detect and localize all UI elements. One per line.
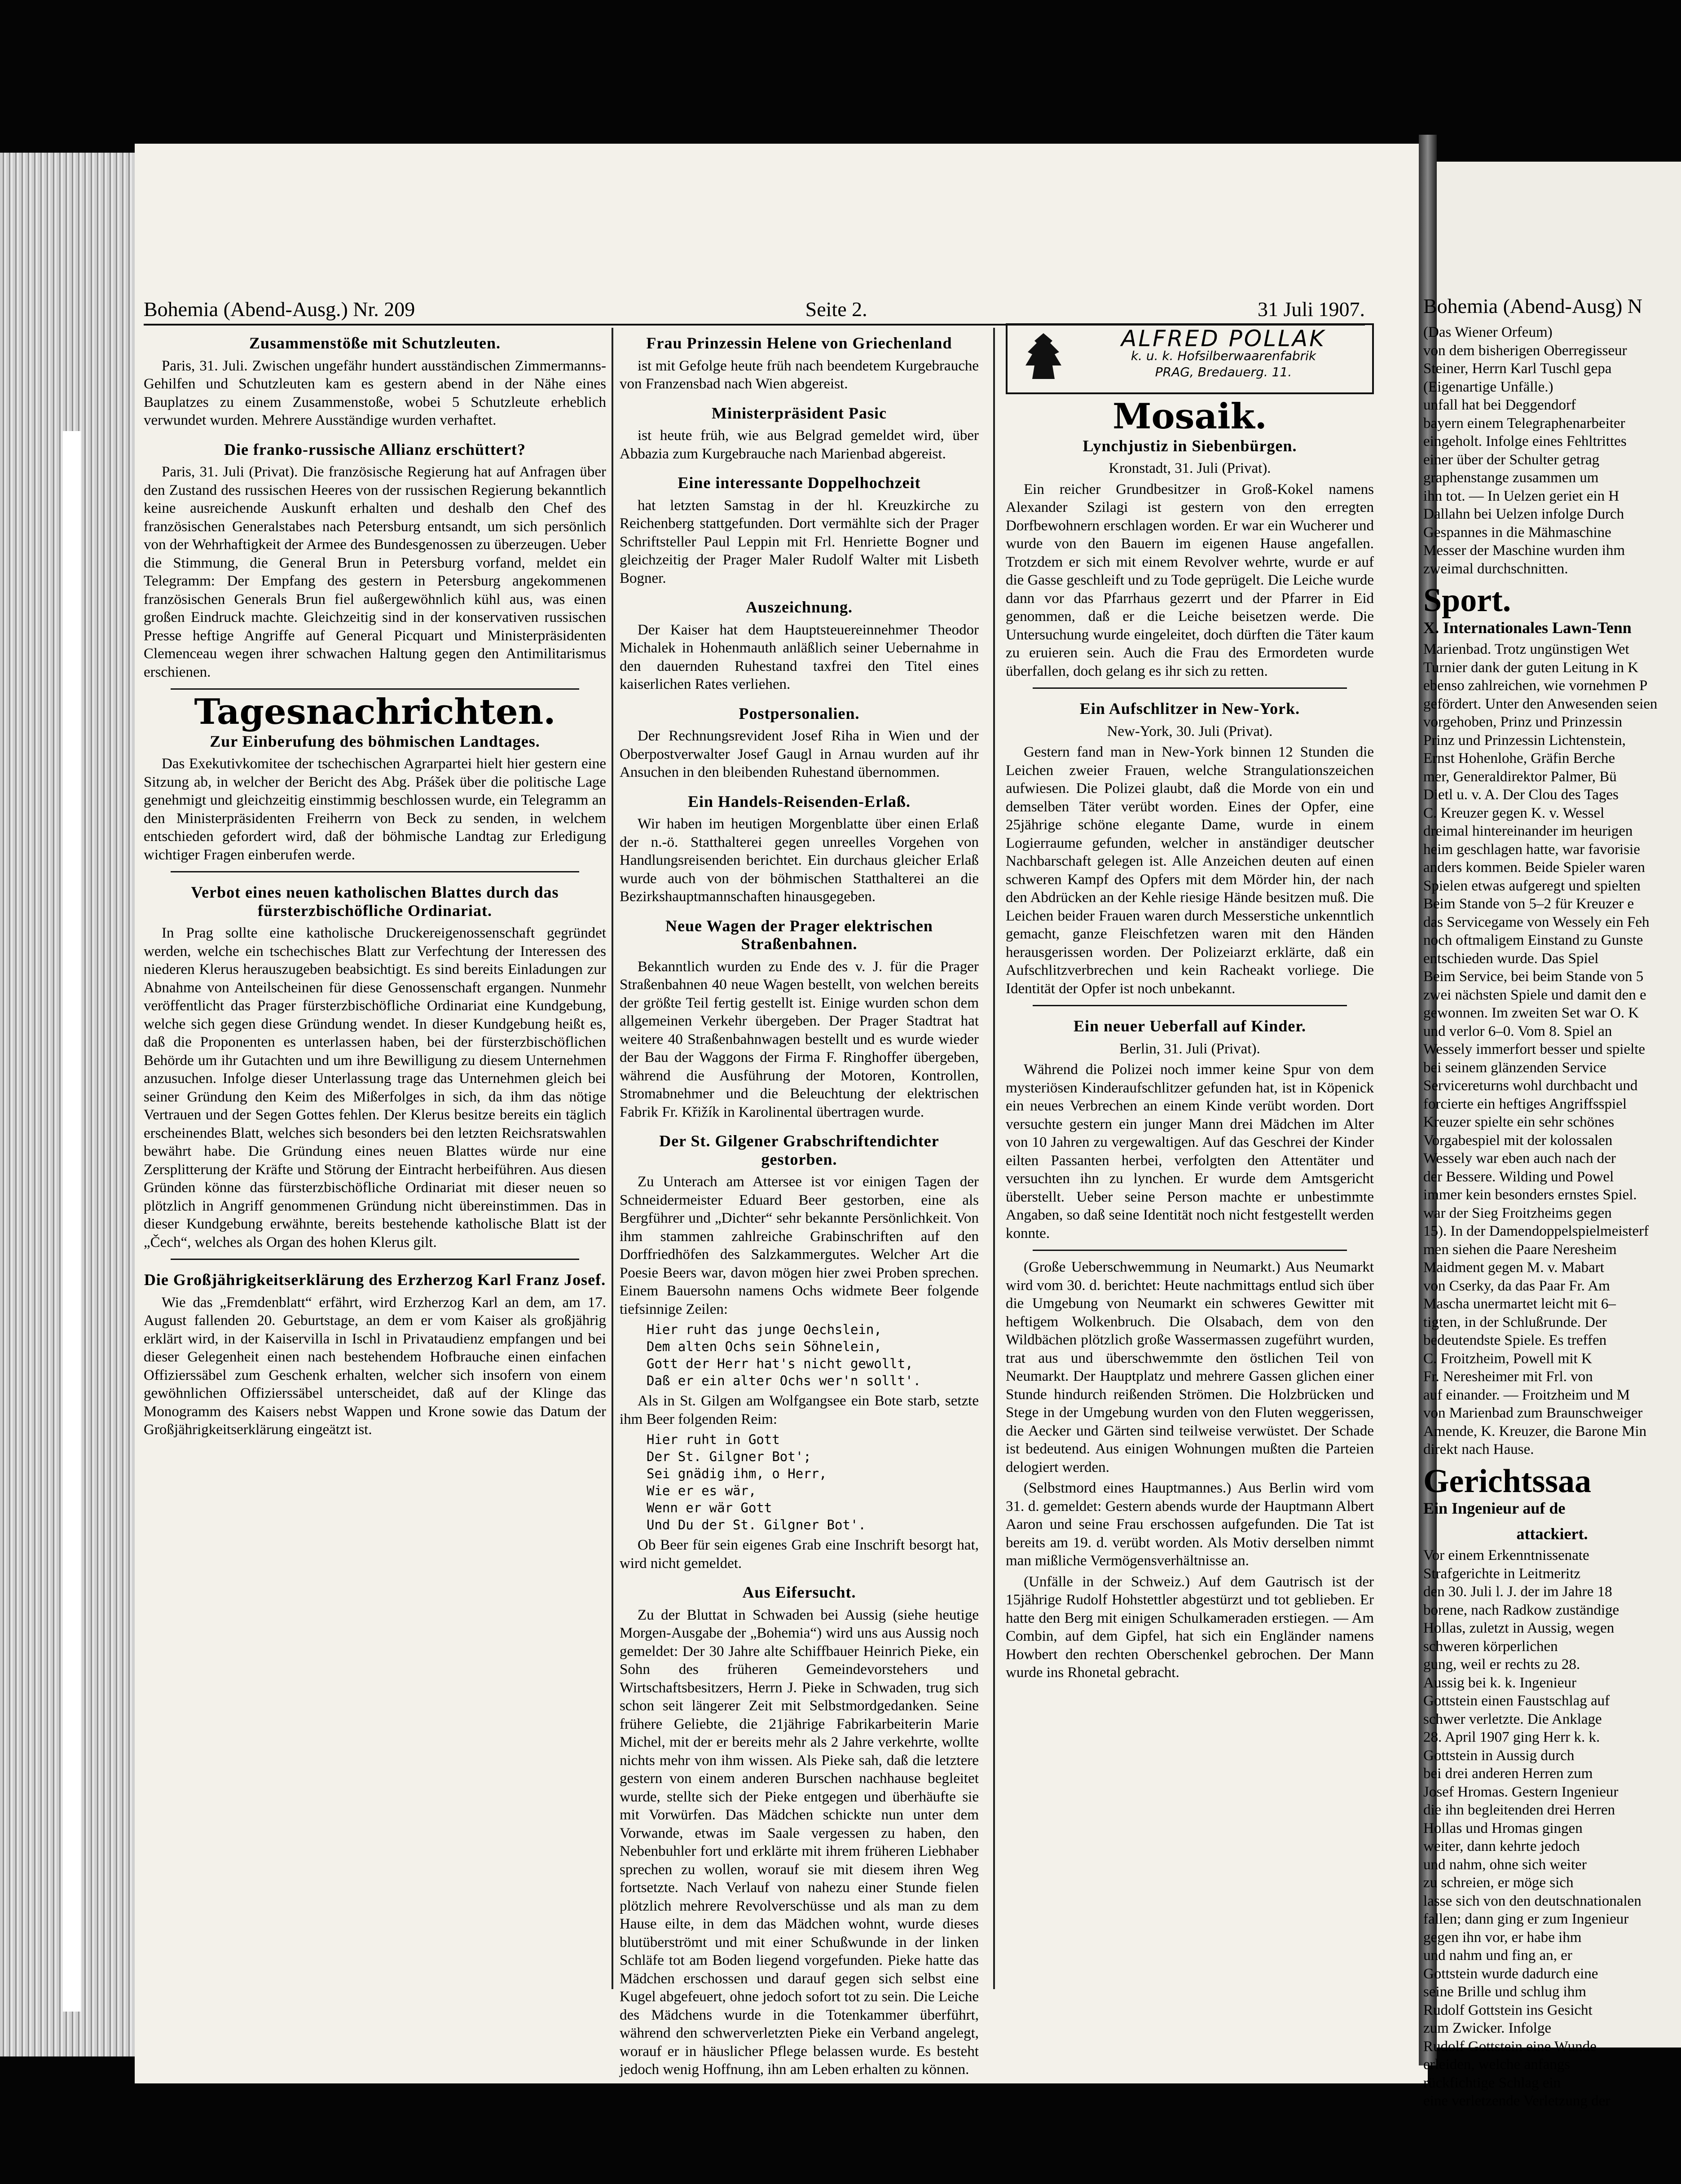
- article-paragraph: hat letzten Samstag in der hl. Kreuzkirche zu Reichenberg stattgefunden. Dort vermählte sich der Prager Schriftsteller Paul Leppin mit Frl. Henriette Bogner und gleichzeitig der Prager Maler Rudolf Walter mit Lisbeth Bogner.: [620, 497, 979, 586]
- text-line: Servicereturns wohl durchbacht und: [1423, 1078, 1638, 1094]
- text-line: Hollas, zuletzt in Aussig, wegen: [1423, 1620, 1615, 1636]
- divider: [1033, 1005, 1347, 1006]
- text-line: Josef Hromas. Gestern Ingenieur: [1423, 1783, 1619, 1800]
- text-line: Beim Service, bei beim Stande von 5: [1423, 969, 1644, 985]
- poem: Hier ruht das junge Oechslein, Dem alten Ochs sein Söhnelein, Gott der Herr hat's nicht gewollt, Daß er ein alter Ochs wer'n sollt'.: [647, 1322, 921, 1388]
- article-paragraph: ist heute früh, wie aus Belgrad gemeldet wird, über Abbazia zum Kurgebrauche nach Marienbad abgereist.: [620, 427, 979, 462]
- header-page-number: Seite 2.: [805, 298, 867, 321]
- text-line: zum Zwicker. Infolge: [1423, 2020, 1551, 2036]
- column-1: [144, 323, 606, 1442]
- divider: [171, 688, 579, 690]
- article-paragraph: Der Rechnungsrevident Josef Riha in Wien und der Oberpostverwalter Josef Gaugl in Arnau wurden auf ihr Ansuchen in den bleibenden Ruhestand übernommen.: [620, 728, 979, 780]
- blank-strip: [63, 431, 81, 2012]
- section-title: Sport.: [1423, 582, 1511, 619]
- article-headline: Ein Ingenieur auf de: [1423, 1499, 1566, 1517]
- text-line: Vorgabespiel mit der kolossalen: [1423, 1132, 1613, 1149]
- text-line: den 30. Juli l. J. der im Jahre 18: [1423, 1584, 1612, 1600]
- article-paragraph: Zu Unterach am Attersee ist vor einigen Tagen der Schneidermeister Eduard Beer gestorben, eine als Bergführer und „Dichter“ sehr bekannte Persönlichkeit. Von ihm stammen zahlreiche Grabinschriften auf den Dorffriedhöfen des Salzkammergutes. Welcher Art die Poesie Beers war, davon mögen hier zwei Proben sprechen. Einem Bauersohn namens Ochs widmete Beer folgende tiefsinnige Zeilen:: [620, 1174, 979, 1317]
- text-line: eine verletzende Verletzung der: [1423, 2093, 1611, 2109]
- facing-text-block: [1423, 640, 1681, 1459]
- article-paragraph: Der Kaiser hat dem Hauptsteuereinnehmer Theodor Michalek in Hohenmauth anläßlich seiner Uebernahme in den dauernden Ruhestand taxfrei den Titel eines kaiserlichen Rates verliehen.: [620, 621, 979, 692]
- text-line: Prinz und Prinzessin Lichtenstein,: [1423, 732, 1626, 749]
- text-line: Strafgerichte in Leitmeritz: [1423, 1565, 1581, 1582]
- text-line: bayern einem Telegraphenarbeiter: [1423, 415, 1625, 432]
- text-line: auf einander. — Froitzheim und M: [1423, 1387, 1630, 1403]
- article-paragraph: (Große Ueberschwemmung in Neumarkt.) Aus Neumarkt wird vom 30. d. berichtet: Heute nachmittags entlud sich über die Umgebung von Neumarkt ein schweres Gewitter mit heftigem Wolkenbruch. Die Olsabach, dem von den Wildbächen plötzlich große Wassermassen zugeführt wurden, trat aus und überschwemmte den östlichen Teil von Neumarkt. Der Hauptplatz und mehrere Gassen glichen einer Stunde hindurch reißenden Strömen. Die Holzbrücken und Stege in der Umgebung wurden von den Fluten weggerissen, die Aecker und Gärten sind teilweise verwüstet. Der Schade ist bedeutend. Aus einigen Wohnungen mußten die Parteien delogiert werden.: [1006, 1259, 1374, 1475]
- article-paragraph: Ein reicher Grundbesitzer in Groß-Kokel namens Alexander Szilagi ist gestern von den erregten Dorfbewohnern erschlagen worden. Er war ein Wucherer und wurde von den Bauern im eigenen Hause angefallen. Trotzdem er sich mit einem Revolver wehrte, wurde er auf die Gasse geschleift und zu Tode geprügelt. Die Leiche wurde dann vor das Pfarrhaus gezerrt und der Pfarrer in Eid genommen, daß er die Leiche beisetzen werde. Die Untersuchung wurde eingeleitet, doch dürften die Täter kaum zu eruieren sein. Auch die Frau des Ermordeten wurde überfallen, doch gelang es ihr sich zu retten.: [1006, 481, 1374, 679]
- article-headline: attackiert.: [1516, 1524, 1588, 1543]
- text-line: Turnier dank der guten Leitung in K: [1423, 659, 1639, 676]
- text-line: Dallahn bei Uelzen infolge Durch: [1423, 506, 1624, 522]
- poem: Hier ruht in Gott Der St. Gilgner Bot'; Sei gnädig ihm, o Herr, Wie er es wär, Wenn er wär Gott Und Du der St. Gilgner Bot'.: [647, 1432, 866, 1532]
- dateline: Kronstadt, 31. Juli (Privat).: [1109, 460, 1271, 476]
- text-line: gefördert. Unter den Anwesenden seien: [1423, 696, 1658, 712]
- text-line: Steiner, Herrn Karl Tuschl gepa: [1423, 361, 1612, 377]
- divider: [1033, 687, 1347, 689]
- text-line: bedeutendste Spiele. Es treffen: [1423, 1332, 1607, 1348]
- header-masthead: Bohemia (Abend-Ausg.) Nr. 209: [144, 298, 415, 321]
- text-line: weiter, dann kehrte jedoch: [1423, 1838, 1580, 1854]
- text-line: von dem bisherigen Oberregisseur: [1423, 342, 1627, 359]
- article-paragraph: Gestern fand man in New-York binnen 12 Stunden die Leichen zweier Frauen, welche Strangulationszeichen aufwiesen. Die Polizei glaubt, daß die Morde von ein und demselben Täter verübt worden. Eines der Opfer, eine 25jährige schöne elegante Dame, wurde in einem Logierraume gefunden, welcher in anständiger deutscher Nachbarschaft gelegen ist. Alle Anzeichen deuten auf einen schweren Kampf des Opfers mit dem Mörder hin, der nach den Abdrücken an der Kehle riesige Hände besitzen muß. Die Leichen beider Frauen waren durch Messerstiche unkenntlich gemacht, ganze Fleischfetzen waren mit den Händen herausgerissen worden. Der Polizeiarzt erklärte, daß ein Aufschlitzverbrechen und kein Racheakt vorliege. Die Identität der Opfer ist noch unbekannt.: [1006, 744, 1374, 997]
- crest-icon: [1017, 330, 1070, 388]
- text-line: Dietl u. v. A. Der Clou des Tages: [1423, 787, 1619, 803]
- text-line: Wessely war eben auch nach der: [1423, 1150, 1616, 1167]
- article-paragraph: (Unfälle in der Schweiz.) Auf dem Gautrisch ist der 15jährige Rudolf Hohstettler abgestürzt und tot geblieben. Er hatte den Berg mit einigen Schulkameraden erstiegen. — Am Combin, auf dem Gipfel, hat sich ein Engländer namens Howbert den rechten Oberschenkel gebrochen. Der Mann wurde ins Rhonetal gebracht.: [1006, 1573, 1374, 1681]
- text-line: Messer der Maschine wurden ihm: [1423, 542, 1625, 559]
- article-paragraph: Wir haben im heutigen Morgenblatte über einen Erlaß der n.-ö. Statthalterei gegen unreelles Vorgehen von Handlungsreisenden berichtet. Ein durchaus gleicher Erlaß wurde auch von der böhmischen Statthalterei an die Bezirkshauptmannschaften hinausgegeben.: [620, 816, 979, 905]
- article-headline: X. Internationales Lawn-Tenn: [1423, 618, 1632, 637]
- text-line: Beim Stande von 5–2 für Kreuzer e: [1423, 896, 1634, 912]
- text-line: und nahm, ohne sich weiter: [1423, 1856, 1587, 1873]
- section-title: Tagesnachrichten.: [194, 691, 556, 732]
- divider: [171, 1259, 579, 1260]
- text-line: forcierte ein heftiges Angriffsspiel: [1423, 1096, 1627, 1112]
- text-line: zweimal durchschnitten.: [1423, 560, 1568, 577]
- article-headline: Zur Einberufung des böhmischen Landtages.: [210, 732, 540, 750]
- text-line: entschieden wurde. Das Spiel: [1423, 950, 1599, 967]
- text-line: anders kommen. Beide Spieler waren: [1423, 859, 1645, 876]
- text-line: seine Brille und schlug ihm: [1423, 1984, 1586, 2000]
- article-headline: Aus Eifersucht.: [742, 1583, 856, 1601]
- article-headline: Lynchjustiz in Siebenbürgen.: [1083, 436, 1297, 455]
- text-line: immer kein besonders ernstes Spiel.: [1423, 1187, 1637, 1203]
- text-line: Ernst Hohenlohe, Gräfin Berche: [1423, 750, 1615, 766]
- text-line: und nahm und fing an, er: [1423, 1947, 1572, 1964]
- text-line: direkt nach Hause.: [1423, 1441, 1534, 1457]
- article-headline: Verbot eines neuen katholischen Blattes durch das fürsterzbischöfliche Ordinariat.: [191, 883, 559, 920]
- text-line: gegen ihn vor, er habe ihm: [1423, 1929, 1582, 1946]
- article-paragraph: In Prag sollte eine katholische Druckereigenossenschaft gegründet werden, welche ein tschechisches Blatt zur Verfechtung der Interessen des niederen Klerus herauszugeben beabsichtigt. Es sind bereits Einladungen zur Abnahme von Anteilscheinen für diese Genossenschaft ergangen. Nunmehr veröffentlicht das Prager fürsterzbischöfliche Ordinariat eine Kundgebung, welche sich gegen diese Gründung wendet. In dieser Kundgebung heißt es, daß die Proponenten es unterlassen haben, bei der fürsterzbischöflichen Behörde um ihr Gutachten und um ihre Bewilligung zu diesem Unternehmen anzusuchen. Infolge dieser Unterlassung trage das Unternehmen gleich bei seiner Gründung den Keim des Mißerfolges in sich, da ihm das nötige Vertrauen und der Segen Gottes fehlen. Der Klerus besitze bereits ein täglich erscheinendes Blatt, welches sich besonders bei den letzten Reichsratswahlen bewährt habe. Die Gründung eines neuen Blattes würde nur eine Zersplitterung der Kräfte und Störung der Eintracht herbeiführen. Aus diesen Gründen könne das fürsterzbischöfliche Ordinariat mit dieser neuen so plötzlich in Angriff genommenen Gründung nicht übereinstimmen. Das in dieser Kundgebung erwähnte, bereits bestehende katholische Blatt ist der „Čech“, welches als Organ des hohen Klerus gilt.: [144, 925, 606, 1251]
- text-line: Gespannes in die Mähmaschine: [1423, 524, 1611, 541]
- text-line: graphenstange zusammen um: [1423, 470, 1599, 486]
- text-line: C. Kreuzer gegen K. v. Wessel: [1423, 805, 1605, 821]
- text-line: tigten, in der Schlußrunde. Der: [1423, 1314, 1607, 1330]
- article-headline: Ein Aufschlitzer in New-York.: [1079, 700, 1300, 718]
- article-paragraph: Paris, 31. Juli. Zwischen ungefähr hundert ausständischen Zimmermanns-Gehilfen und Schutzleuten kam es gestern abend in der Nähe eines Bauplatzes zu einem Zusammenstoße, wobei 5 Schutzleute erheblich verwundet wurden. Mehrere Ausständige wurden verhaftet.: [144, 357, 606, 428]
- page-header: [144, 294, 1365, 321]
- section-title: Mosaik.: [1113, 396, 1267, 437]
- text-line: einer über der Schulter getrag: [1423, 451, 1600, 468]
- divider: [171, 871, 579, 872]
- article-headline: Postpersonalien.: [739, 704, 860, 722]
- text-line: von Cserky, da das Paar Fr. Am: [1423, 1277, 1610, 1294]
- text-line: schweren körperlichen: [1423, 1638, 1558, 1655]
- text-line: gung, weil er rechts zu 28.: [1423, 1656, 1580, 1673]
- text-line: mer, Generaldirektor Palmer, Bü: [1423, 768, 1617, 785]
- facing-page-column: [1423, 323, 1681, 2110]
- column-rule: [993, 328, 995, 1989]
- text-line: Maidment gegen M. v. Mabart: [1423, 1259, 1604, 1276]
- facing-text-block: [1423, 1546, 1681, 2110]
- text-line: unfall hat bei Deggendorf: [1423, 397, 1576, 413]
- text-line: das Servicegame von Wessely ein Feh: [1423, 914, 1650, 930]
- article-headline: Auszeichnung.: [745, 598, 853, 616]
- text-line: Gottstein wurde dadurch eine: [1423, 1965, 1598, 1982]
- text-line: Hollas und Hromas gingen: [1423, 1820, 1583, 1836]
- text-line: zu schreien, er möge sich: [1423, 1875, 1574, 1891]
- text-line: Marienbad. Trotz ungünstigen Wet: [1423, 641, 1629, 657]
- ad-address: PRAG, Bredauerg. 11.: [1155, 364, 1292, 379]
- text-line: 15). In der Damendoppelspielmeisterf: [1423, 1223, 1649, 1239]
- text-line: die ihn begleitenden drei Herren: [1423, 1802, 1615, 1818]
- dateline: New-York, 30. Juli (Privat).: [1107, 723, 1273, 740]
- article-headline: Ministerpräsident Pasic: [712, 404, 887, 422]
- text-line: dreimal hintereinander im heurigen: [1423, 823, 1633, 839]
- article-paragraph: Während die Polizei noch immer keine Spur von dem mysteriösen Kinderaufschlitzer gefunden hat, ist in Köpenick ein neues Verbrechen an einem Kinde verübt worden. Dort versuchte gestern ein junger Mann drei Mädchen im Alter von 10 Jahren zu vergewaltigen. Auf das Geschrei der Kinder eilten Passanten herbei, verfolgten den Attentäter und versuchten ihn zu lynchen. Er wurde dem Amtsgericht überstellt. Ueber seine Person machte er unbestimmte Angaben, so daß seine Identität noch nicht festgestellt werden konnte.: [1006, 1061, 1374, 1242]
- article-headline: Zusammenstöße mit Schutzleuten.: [249, 334, 501, 352]
- text-line: der Bessere. Wilding und Powel: [1423, 1168, 1614, 1185]
- text-line: men siehen die Paare Neresheim: [1423, 1241, 1617, 1258]
- article-paragraph: Das Exekutivkomitee der tschechischen Agrarpartei hielt hier gestern eine Sitzung ab, in welcher der Bericht des Abg. Prášek über die politische Lage genehmigt und gleichzeitig einstimmig beschlossen wurde, ein Telegramm an den Ministerpräsidenten Freiherrn von Beck zu senden, in welchem entschieden gefordert wird, daß der böhmische Landtag zur Erledigung wichtiger Fragen einberufen werde.: [144, 756, 606, 863]
- text-line: Fr. Neresheimer mit Frl. von: [1423, 1369, 1593, 1385]
- facing-page-header: Bohemia (Abend-Ausg) N: [1423, 295, 1643, 317]
- text-line: Gottstein einen Faustschlag auf: [1423, 1693, 1610, 1709]
- text-line: heim geschlagen hatte, war favorisie: [1423, 841, 1640, 858]
- header-date: 31 Juli 1907.: [1258, 298, 1365, 321]
- article-paragraph: Bekanntlich wurden zu Ende des v. J. für die Prager Straßenbahnen 40 neue Wagen bestellt, von welchen bereits der größte Teil fertig gestellt ist. Einige wurden schon dem allgemeinen Verkehr übergeben. Der Prager Stadtrat hat weitere 40 Straßenbahnwagen bestellt und es wurde wieder der Bau der Waggons der Firma F. Ringhoffer übergeben, während die Ausführung der Motoren, Kontrollen, Stromabnehmer und die Beleuchtung der elektrischen Fabrik Fr. Křižík in Karolinental übertragen wurde.: [620, 958, 979, 1120]
- text-line: Kreuzer spielte ein sehr schönes: [1423, 1114, 1615, 1130]
- article-paragraph: Wie das „Fremdenblatt“ erfährt, wird Erzherzog Karl an dem, am 17. August fallenden 20. Geburtstage, an dem er vom Kaiser als großjährig erklärt wird, in der Kaiservilla in Ischl in Privataudienz empfangen und bei dieser Gelegenheit einen nach bestehendem Hofbrauche einen einfachen Offizierssäbel zum Geschenk erhalten, welcher sich insofern von einem gewöhnlichen Offizierssäbel unterscheidet, daß auf der Klinge das Monogramm des Kaisers nebst Wappen und Krone sowie das Datum der Großjährigkeitserklärung eingeätzt ist.: [144, 1294, 606, 1438]
- text-line: Aussig bei k. k. Ingenieur: [1423, 1674, 1576, 1691]
- section-title: Gerichtssaa: [1423, 1462, 1592, 1500]
- text-line: erleiden, welche anfangs: [1423, 2056, 1571, 2073]
- article-paragraph: Paris, 31. Juli (Privat). Die französische Regierung hat auf Anfragen über den Zustand des russischen Heeres von der russischen Regierung bekanntlich keine ausreichende Auskunft erhalten und deshalb den Chef des französischen Generalstabes nach Petersburg entsandt, um sich persönlich von der Wehrhaftigkeit der Armee des Bundesgenossen zu überzeugen. Ueber die Stimmung, die General Brun in Petersburg vorfand, meldet ein Telegramm: Der Empfang des gestern in Petersburg angekommenen französischen Generals Brun fiel außergewöhnlich kühl aus, was einen großen Eindruck machte. Gleichzeitig sind in der konservativen russischen Presse heftige Angriffe auf General Picquart und Ministerpräsidenten Clemenceau wegen ihrer schwachen Haltung gegen den Antimilitarismus erschienen.: [144, 464, 606, 680]
- article-paragraph: ist mit Gefolge heute früh nach beendetem Kurgebrauche von Franzensbad nach Wien abgereist.: [620, 357, 979, 392]
- text-line: gewonnen. Im zweiten Set war O. K: [1423, 1005, 1639, 1021]
- text-line: bei seinem glänzenden Service: [1423, 1059, 1606, 1076]
- article-headline: Die Großjährigkeitserklärung des Erzherzog Karl Franz Josef.: [144, 1271, 606, 1289]
- advertisement: [1006, 323, 1374, 394]
- text-line: Rudolf Gottstein ins Gesicht: [1423, 2002, 1593, 2018]
- article-headline: Frau Prinzessin Helene von Griechenland: [646, 334, 952, 352]
- text-line: 28. April 1907 ging Herr k. k.: [1423, 1729, 1600, 1745]
- text-line: rückfichtige Schlag ein: [1423, 2074, 1561, 2091]
- text-line: eingeholt. Infolge eines Fehltrittes: [1423, 433, 1627, 449]
- text-line: ihn tot. — In Uelzen geriet ein H: [1423, 488, 1619, 504]
- article-headline: Die franko-russische Allianz erschüttert?: [224, 440, 526, 458]
- text-line: noch oftmaligem Einstand zu Gunste: [1423, 932, 1643, 948]
- facing-text-block: [1423, 323, 1681, 578]
- text-line: Gottstein in Aussig durch: [1423, 1747, 1575, 1764]
- column-rule: [612, 328, 613, 1989]
- text-line: bei drei anderen Herren zum: [1423, 1766, 1593, 1782]
- text-line: lasse sich von den deutschnationalen: [1423, 1893, 1641, 1909]
- text-line: Rudolf Gottstein eine Wunde: [1423, 2038, 1597, 2055]
- article-paragraph: Ob Beer für sein eigenes Grab eine Inschrift besorgt hat, wird nicht gemeldet.: [620, 1537, 979, 1572]
- text-line: (Eigenartige Unfälle.): [1423, 379, 1553, 395]
- text-line: fallen; dann ging er zum Ingenieur: [1423, 1911, 1629, 1927]
- article-paragraph: Zu der Bluttat in Schwaden bei Aussig (siehe heutige Morgen-Ausgabe der „Bohemia“) wird uns aus Aussig noch gemeldet: Der 30 Jahre alte Schiffbauer Heinrich Pieke, ein Sohn des früheren Gemeindevorstehers und Wirtschaftsbesitzers, Herrn J. Pieke in Schwaden, trug sich schon seit längerer Zeit mit Selbstmordgedanken. Seine frühere Geliebte, die 21jährige Fabrikarbeiterin Marie Michel, mit der er bereits mehr als 2 Jahre verkehrte, wollte nichts mehr von ihm wissen. Als Pieke sah, daß die letztere gestern von einem anderen Burschen nachhause begleitet wurde, stellte sich der Pieke entgegen und überhäufte sie mit Vorwürfen. Das Mädchen schickte nun unter dem Vorwande, etwas im Saale vergessen zu haben, den Nebenbuhler fort und erklärte mit ihrem früheren Liebhaber sprechen zu wollen, worauf sie mit diesem ihren Weg fortsetzte. Nach Verlauf von nahezu einer Stunde fielen plötzlich mehrere Revolverschüsse und als man zu dem Hause eilte, in dem das Mädchen wohnt, wurde dieses blutüberströmt und mit einer Schußwunde in der linken Schläfe tot am Boden liegend vorgefunden. Pieke hatte das Mädchen erschossen und darauf gegen sich selbst eine Kugel abgefeuert, ohne jedoch sofort tot zu sein. Die Leiche des Mädchens wurde in die Totenkammer überführt, während den schwerverletzten Pieke ein Verband angelegt, worauf er in häuslicher Pflege belassen wurde. Es besteht jedoch wenig Hoffnung, ihn am Leben erhalten zu können.: [620, 1607, 979, 2078]
- text-line: Mascha unermartet leicht mit 6–: [1423, 1296, 1616, 1312]
- text-line: ebenso zahlreichen, wie vornehmen P: [1423, 678, 1648, 694]
- article-headline: Ein neuer Ueberfall auf Kinder.: [1073, 1017, 1307, 1035]
- article-headline: Eine interessante Doppelhochzeit: [678, 474, 921, 492]
- text-line: Spielen etwas aufgeregt und spielten: [1423, 877, 1641, 894]
- ad-line: k. u. k. Hofsilberwaarenfabrik: [1131, 348, 1316, 363]
- article-headline: Ein Handels-Reisenden-Erlaß.: [687, 792, 911, 810]
- text-line: Vor einem Erkenntnissenate: [1423, 1547, 1589, 1563]
- text-line: von Marienbad zum Braunschweiger: [1423, 1405, 1643, 1421]
- column-2: [620, 323, 979, 2082]
- text-line: zwei nächsten Spiele und damit den e: [1423, 986, 1646, 1003]
- article-paragraph: (Selbstmord eines Hauptmannes.) Aus Berlin wird vom 31. d. gemeldet: Gestern abends wurde der Hauptmann Albert Aaron und seine Frau erschossen aufgefunden. Die Tat ist bereits am 19. d. verübt worden. Als Motiv derselben nimmt man mißliche Vermögensverhältnisse an.: [1006, 1480, 1374, 1569]
- article-paragraph: Als in St. Gilgen am Wolfgangsee ein Bote starb, setzte ihm Beer folgenden Reim:: [620, 1393, 979, 1427]
- article-headline: Neue Wagen der Prager elektrischen Straßenbahnen.: [665, 916, 933, 953]
- divider: [1033, 1250, 1347, 1251]
- text-line: (Das Wiener Orfeum): [1423, 324, 1553, 340]
- text-line: schwer verletzte. Die Anklage: [1423, 1711, 1602, 1727]
- text-line: Amende, K. Kreuzer, die Barone Min: [1423, 1423, 1647, 1440]
- text-line: borene, nach Radkow zuständige: [1423, 1602, 1619, 1618]
- text-line: C. Froitzheim, Powell mit K: [1423, 1350, 1592, 1367]
- text-line: und verlor 6–0. Vom 8. Spiel an: [1423, 1023, 1612, 1039]
- text-line: war der Sieg Froitzheims gegen: [1423, 1205, 1612, 1221]
- column-3: [1006, 323, 1374, 1685]
- ad-company-name: ALFRED POLLAK: [1121, 326, 1326, 352]
- article-headline: Der St. Gilgener Grabschriftendichter gestorben.: [659, 1132, 939, 1168]
- text-line: vorgehoben, Prinz und Prinzessin: [1423, 714, 1623, 730]
- text-line: Wessely immerfort besser und spielte: [1423, 1041, 1646, 1057]
- dateline: Berlin, 31. Juli (Privat).: [1119, 1040, 1260, 1057]
